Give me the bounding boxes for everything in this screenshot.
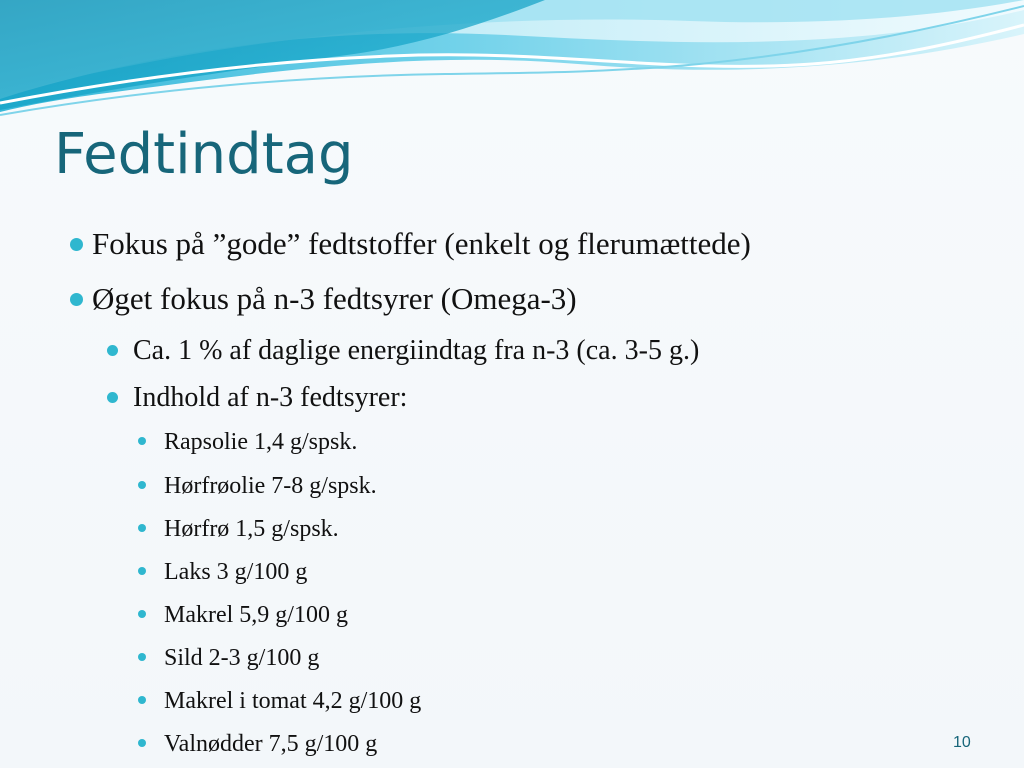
bullet-item <box>164 645 319 672</box>
bullet-icon <box>107 345 118 356</box>
bullet-text: Fokus på ”gode” fedtstoffer (enkelt og flerumættede) <box>92 226 751 261</box>
bullet-text: Valnødder 7,5 g/100 g <box>164 731 378 757</box>
bullet-item <box>92 281 577 317</box>
bullet-icon <box>138 653 146 661</box>
bullet-icon <box>138 481 146 489</box>
bullet-item <box>92 226 751 262</box>
bullet-text: Laks 3 g/100 g <box>164 559 308 585</box>
bullet-text: Hørfrø 1,5 g/spsk. <box>164 516 339 542</box>
bullet-item <box>164 602 348 629</box>
bullet-text: Indhold af n-3 fedtsyrer: <box>133 382 408 413</box>
slide-title: Fedtindtag <box>54 122 354 187</box>
page-number: 10 <box>953 734 971 751</box>
bullet-item <box>164 559 307 586</box>
bullet-item <box>133 335 699 367</box>
bullet-item <box>133 382 407 414</box>
bullet-text: Hørfrøolie 7-8 g/spsk. <box>164 473 377 499</box>
bullet-icon <box>70 238 83 251</box>
bullet-icon <box>138 567 146 575</box>
bullet-item <box>164 429 357 456</box>
bullet-icon <box>138 524 146 532</box>
bullet-text: Makrel i tomat 4,2 g/100 g <box>164 688 422 714</box>
bullet-icon <box>138 437 146 445</box>
bullet-item <box>164 516 339 543</box>
bullet-icon <box>70 293 83 306</box>
bullet-text: Rapsolie 1,4 g/spsk. <box>164 429 358 455</box>
bullet-item <box>164 731 377 758</box>
bullet-icon <box>107 392 118 403</box>
bullet-text: Ca. 1 % af daglige energiindtag fra n-3 (ca. 3-5 g.) <box>133 335 700 366</box>
bullet-icon <box>138 696 146 704</box>
decorative-wave-header <box>0 0 1024 125</box>
bullet-icon <box>138 739 146 747</box>
bullet-item <box>164 688 421 715</box>
bullet-text: Makrel 5,9 g/100 g <box>164 602 348 628</box>
bullet-text: Øget fokus på n-3 fedtsyrer (Omega-3) <box>92 281 577 316</box>
bullet-text: Sild 2-3 g/100 g <box>164 645 320 671</box>
bullet-icon <box>138 610 146 618</box>
bullet-item <box>164 473 377 500</box>
